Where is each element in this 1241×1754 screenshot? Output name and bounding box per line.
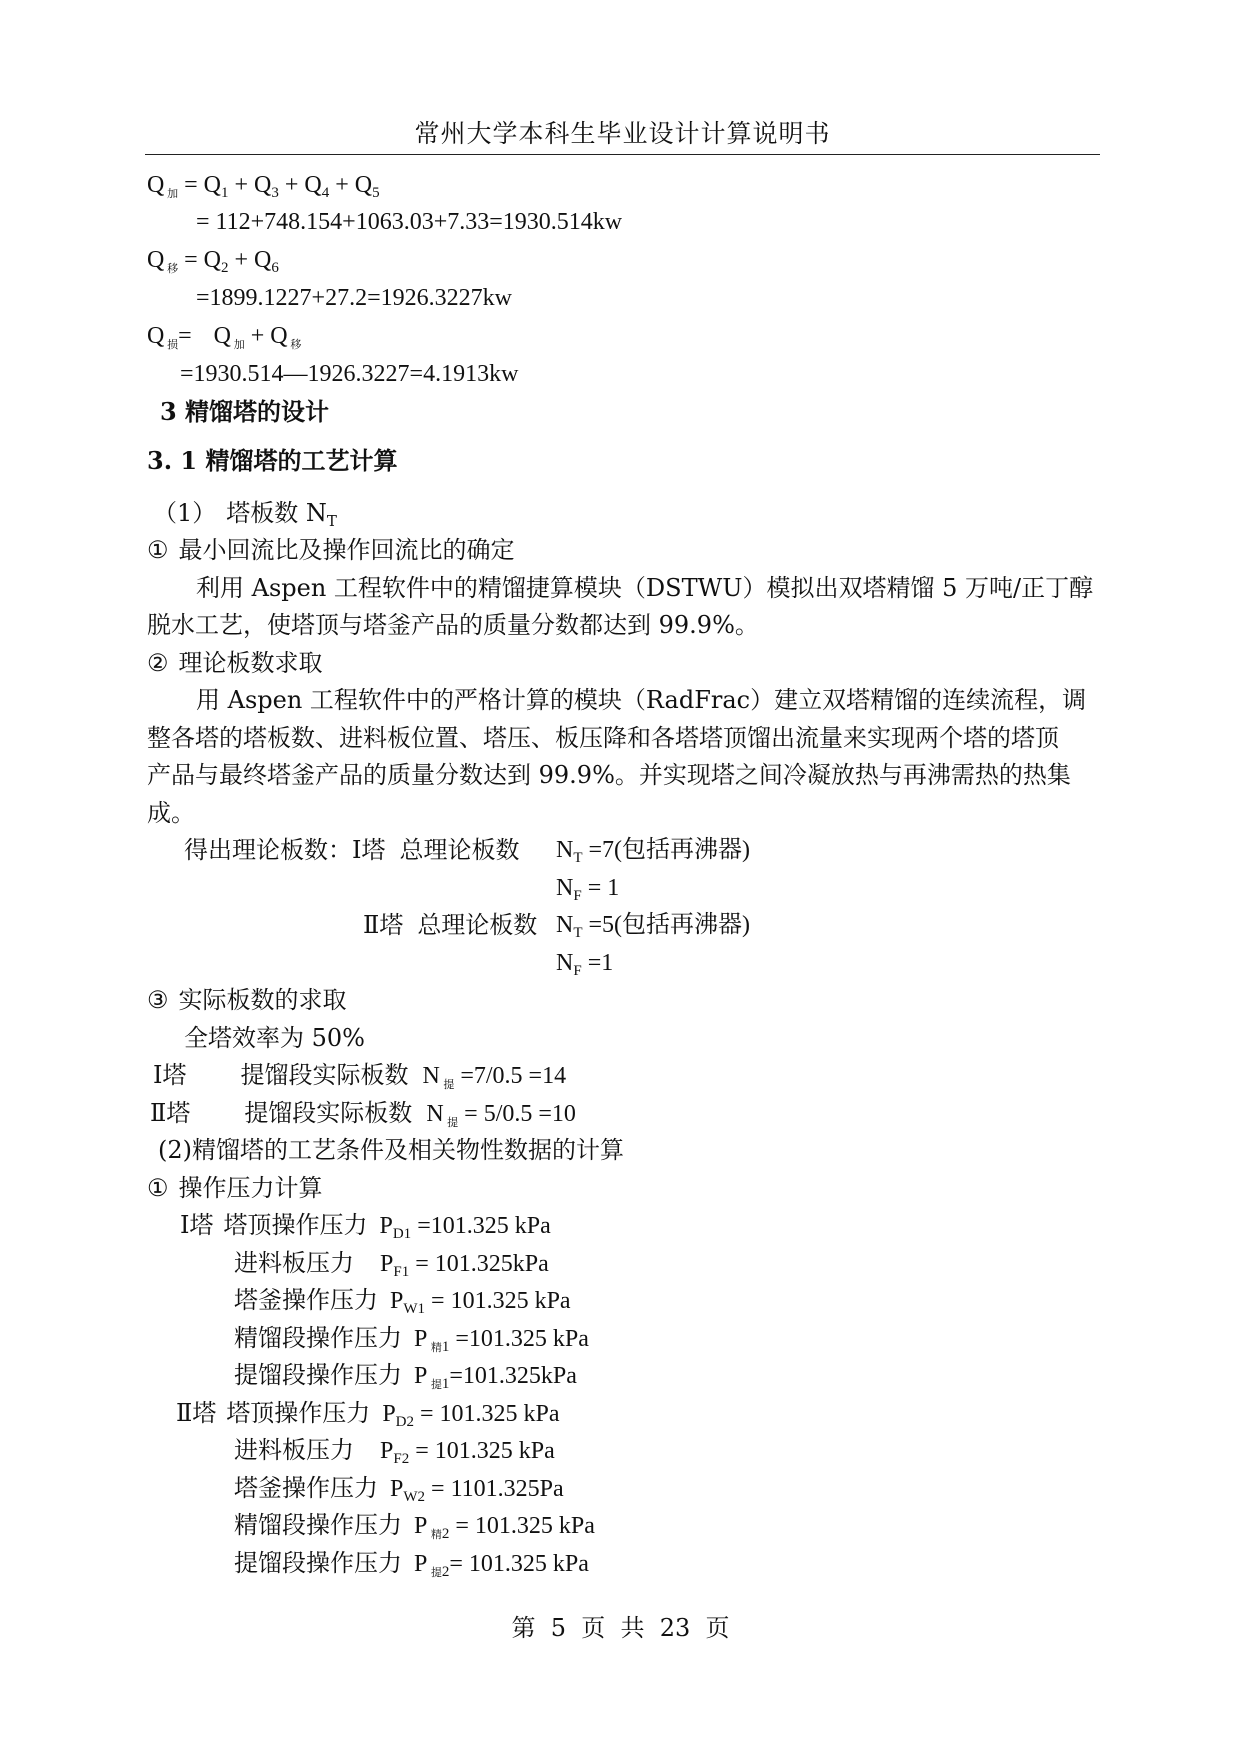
header-title: 常州大学本科生毕业设计计算说明书	[414, 119, 831, 148]
tower-2-nf: $N_F =1$	[556, 950, 614, 979]
tower-1-bottom-pressure: 塔釜操作压力 $P_{W1} = 101.325$ kPa	[234, 1286, 571, 1317]
tower-2-bottom-pressure: 塔釜操作压力 $P_{W2} = 1101.325Pa$	[234, 1474, 564, 1505]
efficiency: 全塔效率为 50%	[184, 1024, 365, 1052]
q-add-value: = 112+748.154+1063.03+7.33=1930.514kw	[196, 209, 623, 235]
paragraph-1-line-2: 脱水工艺，使塔顶与塔釜产品的质量分数都达到 99.9%。	[147, 611, 759, 639]
q-loss-value: =1930.514—1926.3227=4.1913kw	[180, 361, 519, 387]
q-move-equation: Q $_移 = Q_2 + Q_6$	[147, 247, 279, 276]
tower-2-label: Ⅱ塔 总理论板数	[363, 911, 538, 939]
page-header	[145, 114, 1100, 155]
tower-1-nf: $N_F = 1$	[556, 875, 620, 904]
actual-plates-tower-1: Ⅰ塔 提馏段实际板数 N $_提$ =7/0.5 =14	[153, 1061, 567, 1091]
tower-2-top-pressure: Ⅱ塔 塔顶操作压力 $P_{D2} = 101.325$ kPa	[176, 1399, 560, 1430]
item-2-sub-1: ① 操作压力计算	[147, 1174, 323, 1202]
theory-result-label: 得出理论板数：Ⅰ塔 总理论板数	[184, 836, 520, 864]
q-add-equation: Q $_加 = Q_1 + Q_3 + Q_4 + Q_5$	[147, 172, 380, 201]
section-3-1-title: 3. 1 精馏塔的工艺计算	[147, 446, 398, 475]
paragraph-2-line-1: 用 Aspen 工程软件中的严格计算的模块（RadFrac）建立双塔精馏的连续流程，调	[196, 686, 1087, 714]
item-1-sub-1: ① 最小回流比及操作回流比的确定	[147, 536, 515, 564]
tower-2-rectifying-pressure: 精馏段操作压力 P $_{精2}$ = 101.325 kPa	[234, 1511, 595, 1542]
paragraph-2-line-4: 成。	[147, 799, 195, 827]
item-1-sub-2: ② 理论板数求取	[147, 649, 323, 677]
tower-1-feed-pressure: 进料板压力 $P_{F1} = 101.325kPa$	[234, 1249, 549, 1280]
tower-2-feed-pressure: 进料板压力 $P_{F2} = 101.325$ kPa	[234, 1436, 555, 1467]
tower-1-stripping-pressure: 提馏段操作压力 P $_{提1}$=101.325kPa	[234, 1361, 577, 1392]
tower-1-rectifying-pressure: 精馏段操作压力 P $_{精1}$ =101.325 kPa	[234, 1324, 589, 1355]
tower-1-top-pressure: Ⅰ塔 塔顶操作压力 $P_{D1} =101.325$ kPa	[180, 1211, 551, 1242]
page-footer	[0, 1612, 1241, 1644]
item-2: (2)精馏塔的工艺条件及相关物性数据的计算	[158, 1136, 624, 1164]
item-1: （1） 塔板数 $N_T$	[153, 499, 337, 530]
paragraph-1-line-1: 利用 Aspen 工程软件中的精馏捷算模块（DSTWU）模拟出双塔精馏 5 万吨/正丁醇	[196, 574, 1094, 602]
paragraph-2-line-3: 产品与最终塔釜产品的质量分数达到 99.9%。并实现塔之间冷凝放热与再沸需热的热集	[147, 761, 1071, 789]
q-loss-equation: Q $_损$= Q $_加$ + Q $_移$	[147, 323, 302, 351]
actual-plates-tower-2: Ⅱ塔 提馏段实际板数 N $_提$ = 5/0.5 =10	[150, 1099, 576, 1129]
item-1-sub-3: ③ 实际板数的求取	[147, 986, 347, 1014]
paragraph-2-line-2: 整各塔的塔板数、进料板位置、塔压、板压降和各塔塔顶馏出流量来实现两个塔的塔顶	[147, 724, 1059, 752]
section-3-title: 3 精馏塔的设计	[160, 397, 330, 426]
tower-2-nt: $N_T =5$(包括再沸器)	[556, 912, 751, 941]
tower-2-stripping-pressure: 提馏段操作压力 P $_{提2}$= 101.325 kPa	[234, 1549, 589, 1580]
q-move-value: =1899.1227+27.2=1926.3227kw	[196, 285, 512, 311]
page-number: 第 5 页 共 23 页	[511, 1614, 730, 1642]
tower-1-nt: $N_T =7$(包括再沸器)	[556, 837, 751, 866]
